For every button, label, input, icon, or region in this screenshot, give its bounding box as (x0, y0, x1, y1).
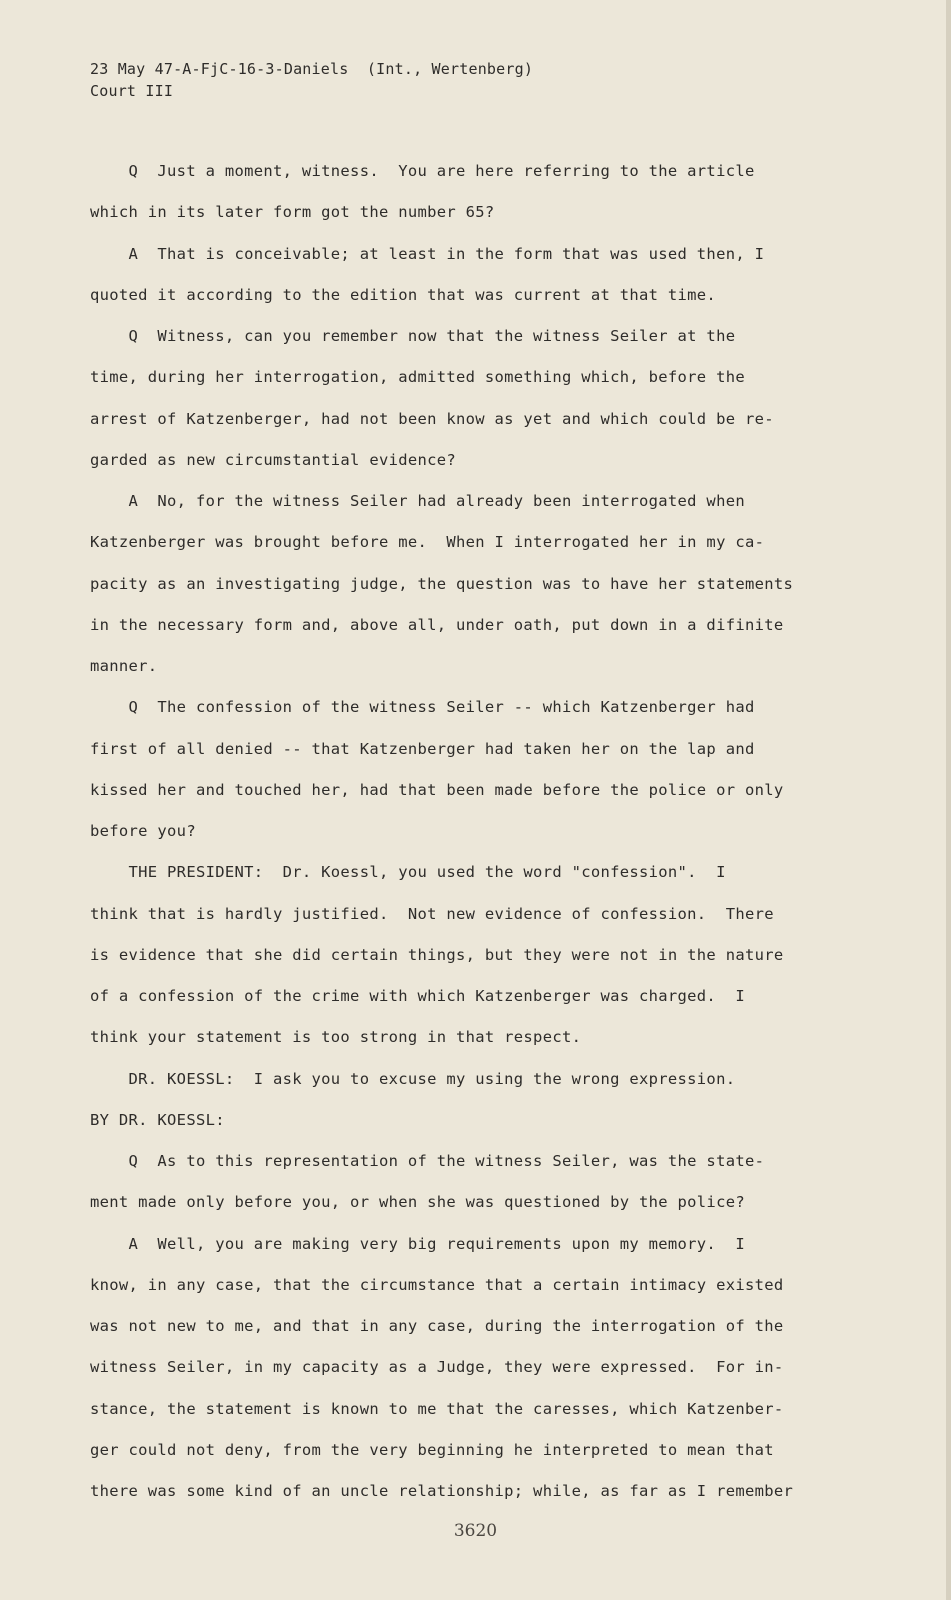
transcript-line: THE PRESIDENT: Dr. Koessl, you used the word "confession". I (90, 863, 726, 882)
transcript-line: of a confession of the crime with which Katzenberger was charged. I (90, 987, 745, 1005)
transcript-line: BY DR. KOESSL: (90, 1110, 225, 1129)
transcript-line: time, during her interrogation, admitted something which, before the (90, 368, 745, 387)
transcript-line: ger could not deny, from the very beginning he interpreted to mean that (90, 1440, 774, 1459)
page-edge (946, 0, 951, 1600)
page-number: 3620 (453, 1521, 498, 1541)
transcript-line: Q Witness, can you remember now that the witness Seiler at the (90, 327, 736, 345)
transcript-line: kissed her and touched her, had that been made before the police or only (90, 780, 784, 799)
header-reference: 23 May 47-A-FjC-16-3-Daniels (Int., Wertenberg) (90, 60, 534, 78)
header-court: Court III (90, 82, 174, 100)
transcript-line: before you? (90, 822, 196, 840)
transcript-line: think that is hardly justified. Not new evidence of confession. There (90, 904, 774, 923)
transcript-line: know, in any case, that the circumstance that a certain intimacy existed (90, 1275, 784, 1294)
transcript-line: first of all denied -- that Katzenberger had taken her on the lap and (90, 739, 755, 758)
transcript-line: stance, the statement is known to me that the caresses, which Katzenber- (90, 1399, 784, 1418)
transcript-line: garded as new circumstantial evidence? (90, 450, 457, 469)
transcript-line: Katzenberger was brought before me. When I interrogated her in my ca- (90, 533, 765, 552)
transcript-line: was not new to me, and that in any case, during the interrogation of the (90, 1317, 784, 1335)
transcript-line: arrest of Katzenberger, had not been know as yet and which could be re- (90, 409, 774, 428)
transcript-line: witness Seiler, in my capacity as a Judge, they were expressed. For in- (90, 1358, 784, 1377)
transcript-line: A No, for the witness Seiler had already been interrogated when (90, 492, 745, 510)
transcript-body (90, 158, 850, 1519)
transcript-line: quoted it according to the edition that was current at that time. (90, 285, 717, 304)
transcript-line: pacity as an investigating judge, the question was to have her statements (90, 574, 794, 593)
transcript-line: manner. (90, 657, 158, 675)
transcript-line: is evidence that she did certain things, but they were not in the nature (90, 945, 784, 964)
transcript-line: there was some kind of an uncle relationship; while, as far as I remember (90, 1482, 794, 1500)
transcript-line: in the necessary form and, above all, under oath, put down in a difinite (90, 615, 784, 634)
transcript-line: which in its later form got the number 65? (90, 203, 495, 222)
transcript-line: DR. KOESSL: I ask you to excuse my using the wrong expression. (90, 1069, 736, 1088)
transcript-line: ment made only before you, or when she was questioned by the police? (90, 1193, 745, 1212)
transcript-line: A That is conceivable; at least in the form that was used then, I (90, 244, 765, 263)
transcript-line: Q The confession of the witness Seiler -- which Katzenberger had (90, 698, 755, 717)
transcript-line: A Well, you are making very big requirements upon my memory. I (90, 1234, 745, 1253)
transcript-line: think your statement is too strong in that respect. (90, 1028, 582, 1047)
transcript-line: Q As to this representation of the witness Seiler, was the state- (90, 1152, 765, 1170)
document-header (90, 58, 533, 102)
transcript-line: Q Just a moment, witness. You are here referring to the article (90, 162, 755, 180)
